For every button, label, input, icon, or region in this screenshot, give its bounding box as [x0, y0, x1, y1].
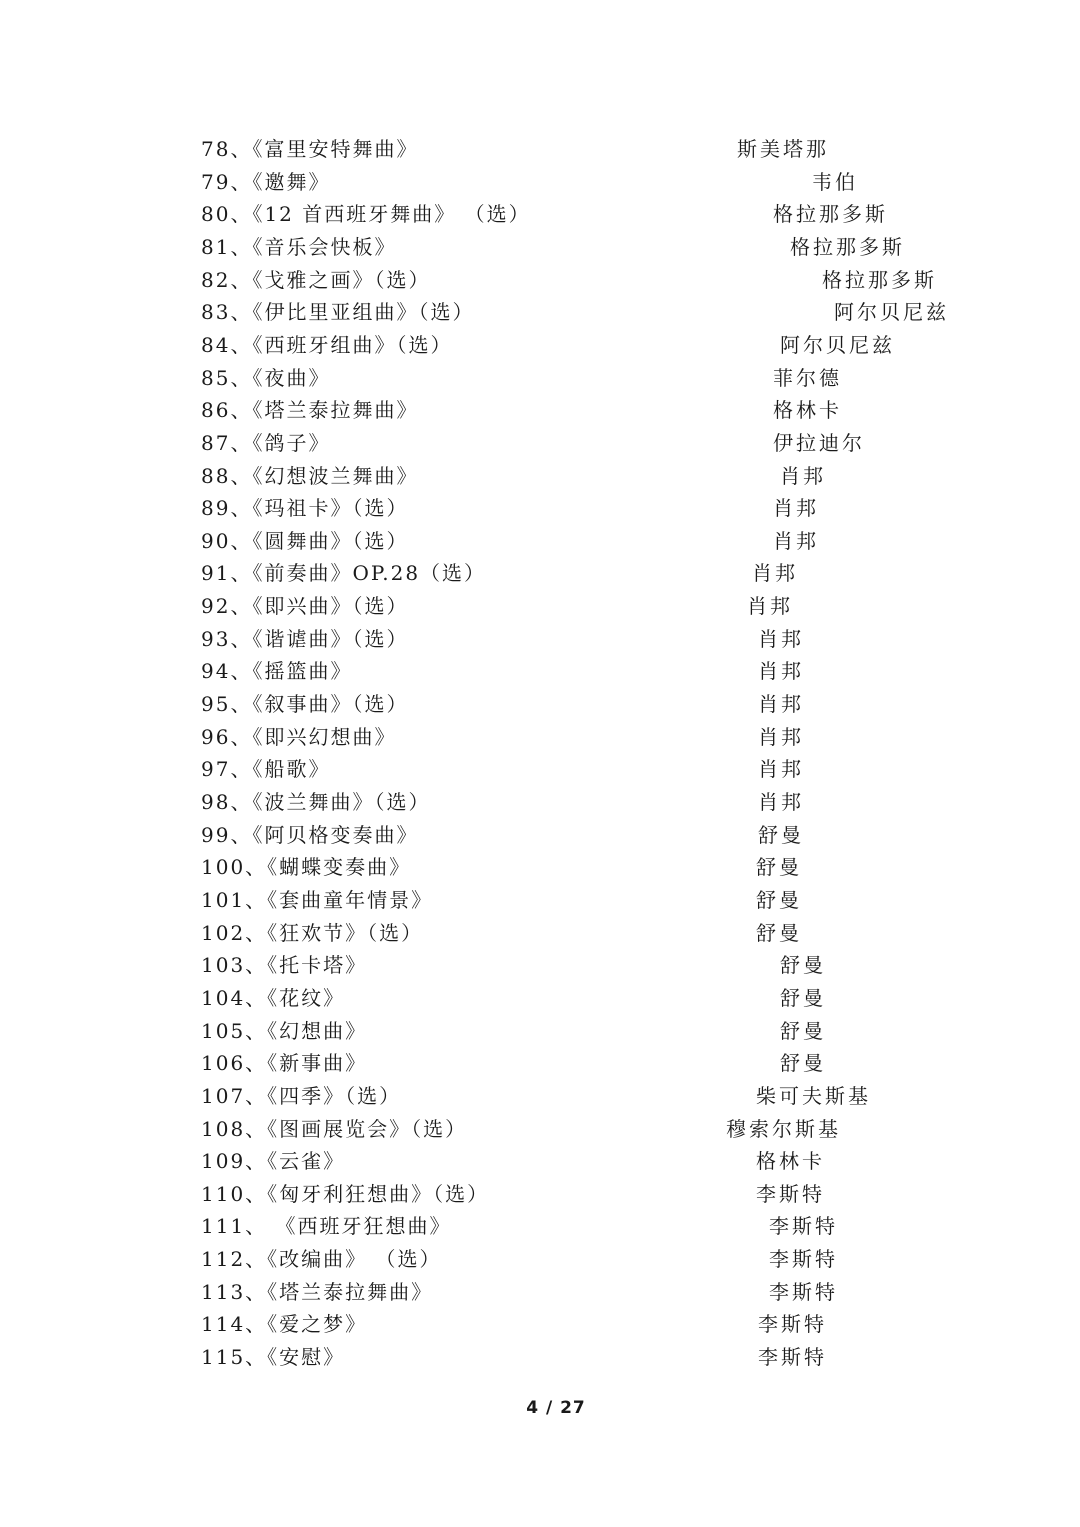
piece-title: 101、《套曲童年情景》: [201, 887, 434, 912]
composer-name: 李斯特: [769, 1279, 838, 1304]
list-item: [0, 590, 1080, 622]
composer-name: 舒曼: [756, 920, 802, 945]
piece-title: 103、《托卡塔》: [201, 953, 368, 978]
list-item: [0, 655, 1080, 687]
composer-name: 李斯特: [769, 1247, 838, 1272]
composer-name: 肖邦: [758, 724, 804, 749]
composer-name: 肖邦: [758, 692, 804, 717]
composer-name: 肖邦: [773, 528, 819, 553]
composer-name: 肖邦: [758, 757, 804, 782]
piece-title: 113、《塔兰泰拉舞曲》: [201, 1279, 434, 1304]
list-item: [0, 329, 1080, 361]
list-item: [0, 949, 1080, 981]
list-item: [0, 460, 1080, 492]
list-item: [0, 1145, 1080, 1177]
piece-title: 106、《新事曲》: [201, 1051, 368, 1076]
list-item: [0, 1113, 1080, 1145]
composer-name: 格拉那多斯: [773, 202, 888, 227]
piece-title: 88、《幻想波兰舞曲》: [201, 463, 419, 488]
list-item: [0, 688, 1080, 720]
piece-title: 83、《伊比里亚组曲》（选）: [201, 300, 475, 325]
list-item: [0, 1308, 1080, 1340]
composer-name: 李斯特: [758, 1312, 827, 1337]
piece-title: 84、《西班牙组曲》（选）: [201, 332, 453, 357]
list-item: [0, 264, 1080, 296]
piece-title: 90、《圆舞曲》（选）: [201, 528, 409, 553]
piece-title: 79、《邀舞》: [201, 169, 331, 194]
piece-title: 78、《富里安特舞曲》: [201, 137, 419, 161]
piece-title: 107、《四季》（选）: [201, 1083, 402, 1108]
list-item: [0, 623, 1080, 655]
piece-title: 81、《音乐会快板》: [201, 234, 397, 259]
piece-title: 92、《即兴曲》（选）: [201, 594, 409, 619]
composer-name: 韦伯: [812, 169, 858, 194]
piece-title: 108、《图画展览会》（选）: [201, 1116, 468, 1141]
piece-title: 114、《爱之梦》: [201, 1312, 368, 1337]
piece-title: 94、《摇篮曲》: [201, 659, 353, 684]
list-item: [0, 1080, 1080, 1112]
piece-title: 95、《叙事曲》（选）: [201, 692, 409, 717]
list-item: [0, 394, 1080, 426]
list-item: [0, 753, 1080, 785]
piece-title: 105、《幻想曲》: [201, 1018, 368, 1043]
piece-title: 102、《狂欢节》（选）: [201, 920, 424, 945]
piece-title: 109、《云雀》: [201, 1149, 346, 1174]
list-item: [0, 525, 1080, 557]
composer-name: 格林卡: [773, 398, 842, 423]
list-item: [0, 721, 1080, 753]
piece-title: 87、《鸽子》: [201, 430, 331, 455]
piece-title: 115、《安慰》: [201, 1345, 346, 1370]
list-item: [0, 557, 1080, 589]
list-item: [0, 296, 1080, 328]
composer-name: 舒曼: [780, 1051, 826, 1076]
list-item: [0, 166, 1080, 198]
composer-name: 肖邦: [758, 790, 804, 814]
composer-name: 阿尔贝尼兹: [834, 300, 949, 325]
piece-title: 104、《花纹》: [201, 985, 346, 1010]
list-item: [0, 492, 1080, 524]
composer-name: 李斯特: [758, 1345, 827, 1370]
list-item: [0, 1243, 1080, 1275]
composer-name: 肖邦: [747, 594, 793, 619]
list-item: [0, 1276, 1080, 1308]
piece-title: 97、《船歌》: [201, 757, 331, 782]
composer-name: 菲尔德: [773, 365, 842, 390]
composer-name: 肖邦: [780, 463, 826, 488]
composer-name: 舒曼: [780, 1018, 826, 1043]
list-item: [0, 133, 1080, 165]
list-item: [0, 917, 1080, 949]
composer-name: 肖邦: [773, 496, 819, 521]
page-number: 4 / 27: [526, 1398, 586, 1418]
piece-title: 96、《即兴幻想曲》: [201, 724, 397, 749]
composer-name: 格拉那多斯: [790, 234, 905, 259]
composer-name: 李斯特: [756, 1181, 825, 1206]
list-item: [0, 786, 1080, 818]
composer-name: 伊拉迪尔: [773, 430, 865, 455]
composer-name: 李斯特: [769, 1214, 838, 1239]
piece-title: 110、《匈牙利狂想曲》（选）: [201, 1181, 490, 1206]
piece-title: 98、《波兰舞曲》（选）: [201, 790, 431, 814]
list-item: [0, 362, 1080, 394]
list-item: [0, 982, 1080, 1014]
composer-name: 阿尔贝尼兹: [780, 332, 895, 357]
composer-name: 肖邦: [752, 561, 798, 586]
list-item: [0, 884, 1080, 916]
list-item: [0, 1047, 1080, 1079]
composer-name: 格拉那多斯: [822, 267, 937, 292]
piece-title: 93、《谐谑曲》（选）: [201, 626, 409, 651]
composer-name: 舒曼: [780, 985, 826, 1010]
list-item: [0, 851, 1080, 883]
piece-title: 100、《蝴蝶变奏曲》: [201, 855, 412, 880]
piece-title: 91、《前奏曲》OP.28（选）: [201, 561, 487, 586]
piece-title: 112、《改编曲》 （选）: [201, 1247, 442, 1272]
list-item: [0, 427, 1080, 459]
list-item: [0, 231, 1080, 263]
piece-title: 111、 《西班牙狂想曲》: [201, 1214, 452, 1239]
composer-name: 柴可夫斯基: [756, 1083, 871, 1108]
composer-name: 舒曼: [756, 887, 802, 912]
list-item: [0, 1341, 1080, 1373]
piece-title: 85、《夜曲》: [201, 365, 331, 390]
piece-title: 82、《戈雅之画》（选）: [201, 267, 431, 292]
composer-name: 斯美塔那: [737, 137, 829, 161]
list-item: [0, 1015, 1080, 1047]
piece-title: 86、《塔兰泰拉舞曲》: [201, 398, 419, 423]
list-item: [0, 1178, 1080, 1210]
piece-title: 80、《12 首西班牙舞曲》 （选）: [201, 202, 531, 227]
composer-name: 肖邦: [758, 659, 804, 684]
list-item: [0, 1210, 1080, 1242]
list-item: [0, 198, 1080, 230]
composer-name: 穆索尔斯基: [726, 1116, 841, 1141]
composer-name: 舒曼: [758, 822, 804, 847]
piece-title: 99、《阿贝格变奏曲》: [201, 822, 419, 847]
composer-name: 舒曼: [756, 855, 802, 880]
piece-title: 89、《玛祖卡》（选）: [201, 496, 409, 521]
composer-name: 舒曼: [780, 953, 826, 978]
composer-name: 肖邦: [758, 626, 804, 651]
list-item: [0, 819, 1080, 851]
composer-name: 格林卡: [756, 1149, 825, 1174]
